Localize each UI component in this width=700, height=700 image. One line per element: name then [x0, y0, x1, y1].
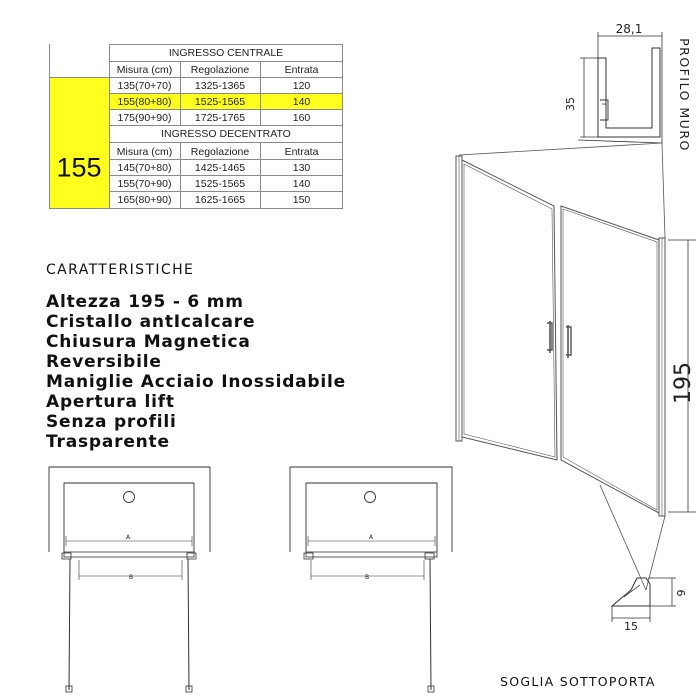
threshold-caption: SOGLIA SOTTOPORTA — [500, 674, 656, 689]
plan-left-dimension-b: B — [128, 574, 134, 581]
central-row-3-adjustment: 1725-1765 — [194, 112, 246, 124]
offset-row-2-adjustment: 1525-1565 — [194, 178, 246, 190]
feature-item: Maniglie Acciaio Inossidabile — [46, 372, 346, 392]
central-row-1-entry: 120 — [292, 80, 311, 92]
profile-width-label: 28,1 — [615, 22, 643, 36]
threshold-height-label: 9 — [675, 589, 688, 597]
size-badge: 155 — [56, 152, 102, 183]
central-header-size: Misura (cm) — [116, 64, 173, 76]
offset-row-1-entry: 130 — [292, 162, 311, 174]
central-row-3-size: 175(90+90) — [117, 112, 172, 124]
feature-item: Reversibile — [46, 352, 162, 372]
offset-row-3-size: 165(80+90) — [117, 194, 172, 206]
plan-right-dimension-b: B — [364, 574, 370, 581]
offset-row-1-adjustment: 1425-1465 — [194, 162, 246, 174]
central-row-2-size: 155(80+80) — [109, 94, 180, 110]
door-height-label: 195 — [671, 362, 696, 404]
feature-item: Trasparente — [46, 432, 170, 452]
feature-item: Senza profili — [46, 412, 177, 432]
plan-right-dimension-a: A — [368, 534, 374, 541]
offset-row-3-entry: 150 — [292, 194, 311, 206]
plan-view-right — [290, 467, 452, 692]
shower-door-drawing — [456, 156, 665, 516]
offset-row-1-size: 145(70+80) — [117, 162, 172, 174]
central-header-adjustment: Regolazione — [190, 64, 250, 76]
offset-header-adjustment: Regolazione — [190, 146, 250, 158]
feature-item: Apertura lift — [46, 392, 175, 412]
offset-row-2-entry: 140 — [292, 178, 311, 190]
central-row-1-adjustment: 1325-1365 — [194, 80, 246, 92]
central-entry-title: INGRESSO CENTRALE — [168, 47, 284, 59]
offset-row-3-adjustment: 1625-1665 — [194, 194, 246, 206]
feature-item: Cristallo antIcalcare — [46, 312, 256, 332]
central-row-1-size: 135(70+70) — [117, 80, 172, 92]
threshold-width-label: 15 — [624, 620, 638, 633]
profile-leader-line — [459, 143, 662, 155]
threshold-leader-line — [600, 485, 646, 590]
offset-header-size: Misura (cm) — [116, 146, 173, 158]
feature-item: Chiusura Magnetica — [46, 332, 251, 352]
offset-header-entry: Entrata — [284, 146, 319, 158]
plan-left-dimension-a: A — [125, 534, 131, 541]
offset-row-2-size: 155(70+90) — [117, 178, 172, 190]
features-title: CARATTERISTICHE — [46, 262, 195, 278]
wall-profile-drawing — [578, 32, 662, 143]
central-row-2-entry: 140 — [260, 94, 343, 110]
feature-item: Altezza 195 - 6 mm — [46, 292, 244, 312]
central-header-entry: Entrata — [284, 64, 319, 76]
profile-name-label: PROFILO MURO — [677, 38, 692, 152]
threshold-leader-line — [646, 516, 665, 590]
profile-leader-line — [662, 143, 665, 238]
central-row-2-adjustment: 1525-1565 — [180, 94, 260, 110]
profile-height-label: 35 — [564, 97, 577, 111]
central-row-3-entry: 160 — [292, 112, 311, 124]
offset-entry-title: INGRESSO DECENTRATO — [161, 128, 291, 140]
